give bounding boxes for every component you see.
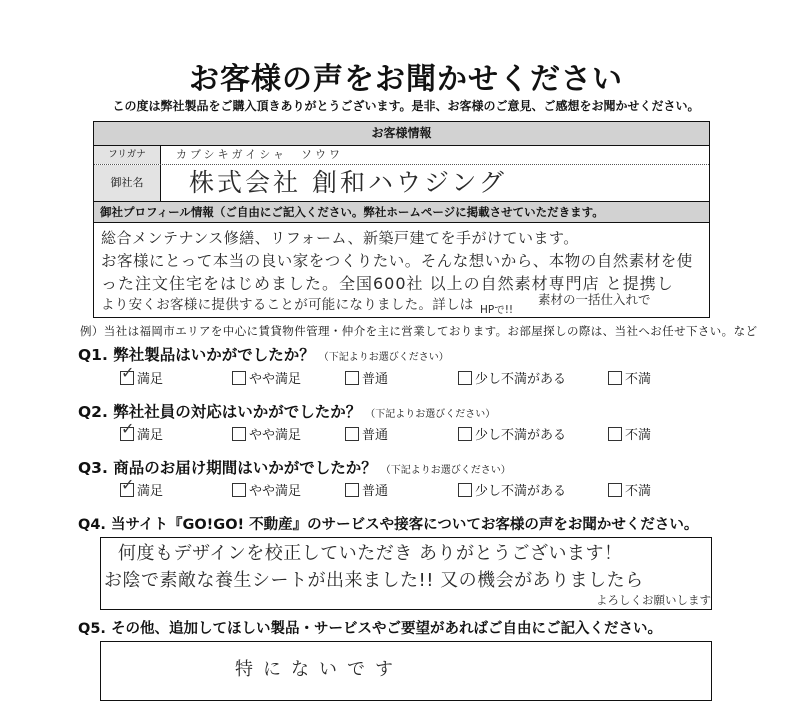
checkbox-icon[interactable]: [345, 371, 359, 385]
furigana-row: [94, 146, 709, 165]
option-label: 普通: [362, 484, 389, 499]
profile-line[interactable]: った注文住宅をはじめました。全国600社 以上の自然素材専門店 と提携し: [101, 274, 674, 293]
checkbox-icon[interactable]: [120, 371, 134, 385]
question-5-label: Q5. その他、追加してほしい製品・サービスやご要望があればご自由にご記入ください。: [78, 621, 662, 637]
profile-hp-note: HPで!!: [480, 304, 514, 316]
q3-option-dissatisfied[interactable]: [608, 483, 651, 499]
question-1-label: Q1. 弊社製品はいかがでしたか？: [78, 346, 315, 364]
checkbox-icon[interactable]: [345, 483, 359, 497]
question-4-answer-line: よろしくお願いします: [596, 593, 711, 607]
option-label: 不満: [625, 372, 652, 387]
q2-option-somewhat-dissatisfied[interactable]: [458, 427, 566, 443]
checkbox-icon[interactable]: [608, 371, 622, 385]
customer-info-heading: お客様情報: [94, 122, 709, 146]
q3-option-somewhat-satisfied[interactable]: [232, 483, 301, 499]
q1-option-satisfied[interactable]: [120, 371, 163, 387]
checkbox-icon[interactable]: [458, 371, 472, 385]
question-1: [78, 343, 449, 365]
q2-option-satisfied[interactable]: [120, 427, 163, 443]
form-title: お客様の声をお聞かせください: [189, 62, 623, 97]
form-subtitle: この度は弊社製品をご購入頂きありがとうございます。是非、お客様のご意見、ご感想をお聞かせください。: [112, 99, 700, 113]
checkbox-icon[interactable]: [608, 483, 622, 497]
q3-option-neutral[interactable]: [345, 483, 388, 499]
checkbox-icon[interactable]: [345, 427, 359, 441]
furigana-label: フリガナ: [94, 146, 161, 164]
q2-option-somewhat-satisfied[interactable]: [232, 427, 301, 443]
question-1-hint: （下記よりお選びください）: [318, 352, 449, 363]
option-label: 不満: [625, 484, 652, 499]
question-3-label: Q3. 商品のお届け期間はいかがでしたか？: [78, 459, 377, 477]
company-name-field[interactable]: 株式会社 創和ハウジング: [189, 168, 507, 197]
q1-option-somewhat-satisfied[interactable]: [232, 371, 301, 387]
q3-option-somewhat-dissatisfied[interactable]: [458, 483, 566, 499]
option-label: 少し不満がある: [475, 484, 567, 499]
checkbox-icon[interactable]: [608, 427, 622, 441]
question-5-answer-box[interactable]: [100, 641, 712, 701]
question-3-hint: （下記よりお選びください）: [380, 465, 511, 476]
profile-heading: 御社プロフィール情報（ご自由にご記入ください。弊社ホームページに掲載させていただきます。: [94, 202, 709, 223]
checkbox-icon[interactable]: [232, 483, 246, 497]
q3-option-satisfied[interactable]: [120, 483, 163, 499]
profile-example-text: 例）当社は福岡市エリアを中心に賃貸物件管理・仲介を主に営業しております。お部屋探しの際は、当社へお任せ下さい。など: [80, 324, 758, 338]
checkbox-icon[interactable]: [120, 427, 134, 441]
option-label: 満足: [137, 484, 164, 499]
question-4-answer-line: お陰で素敵な養生シートが出来ました!! 又の機会がありましたら: [104, 570, 644, 591]
checkbox-icon[interactable]: [120, 483, 134, 497]
checkbox-icon[interactable]: [458, 427, 472, 441]
option-label: やや満足: [249, 484, 302, 499]
option-label: 不満: [625, 428, 652, 443]
question-5-answer: 特にないです: [235, 659, 403, 680]
q1-option-neutral[interactable]: [345, 371, 388, 387]
q1-option-dissatisfied[interactable]: [608, 371, 651, 387]
profile-insertion-note: 素材の一括仕入れで: [538, 292, 651, 307]
checkbox-icon[interactable]: [232, 427, 246, 441]
question-4-answer-line: 何度もデザインを校正していただき ありがとうございます！: [118, 543, 623, 564]
option-label: 満足: [137, 372, 164, 387]
option-label: 少し不満がある: [475, 428, 567, 443]
option-label: やや満足: [249, 428, 302, 443]
option-label: 普通: [362, 372, 389, 387]
option-label: 満足: [137, 428, 164, 443]
question-2: [78, 400, 495, 422]
company-name-label: 御社名: [94, 165, 161, 201]
option-label: やや満足: [249, 372, 302, 387]
q1-option-somewhat-dissatisfied[interactable]: [458, 371, 566, 387]
question-4-label: Q4. 当サイト『GO!GO! 不動産』のサービスや接客についてお客様の声をお聞かせください。: [78, 517, 699, 533]
checkbox-icon[interactable]: [458, 483, 472, 497]
option-label: 少し不満がある: [475, 372, 567, 387]
question-2-hint: （下記よりお選びください）: [365, 409, 496, 420]
customer-info-table: [93, 121, 710, 318]
q2-option-dissatisfied[interactable]: [608, 427, 651, 443]
company-row: [94, 165, 709, 202]
profile-line[interactable]: より安くお客様に提供することが可能になりました。詳しは: [101, 297, 474, 313]
q2-option-neutral[interactable]: [345, 427, 388, 443]
question-2-label: Q2. 弊社社員の対応はいかがでしたか？: [78, 403, 362, 421]
furigana-field[interactable]: カブシキガイシャ ソウワ: [176, 148, 344, 161]
checkbox-icon[interactable]: [232, 371, 246, 385]
question-3: [78, 456, 511, 478]
profile-line[interactable]: 総合メンテナンス修繕、リフォーム、新築戸建てを手がけています。: [101, 229, 579, 247]
profile-line[interactable]: お客様にとって本当の良い家をつくりたい。そんな想いから、本物の自然素材を使: [101, 252, 693, 270]
option-label: 普通: [362, 428, 389, 443]
